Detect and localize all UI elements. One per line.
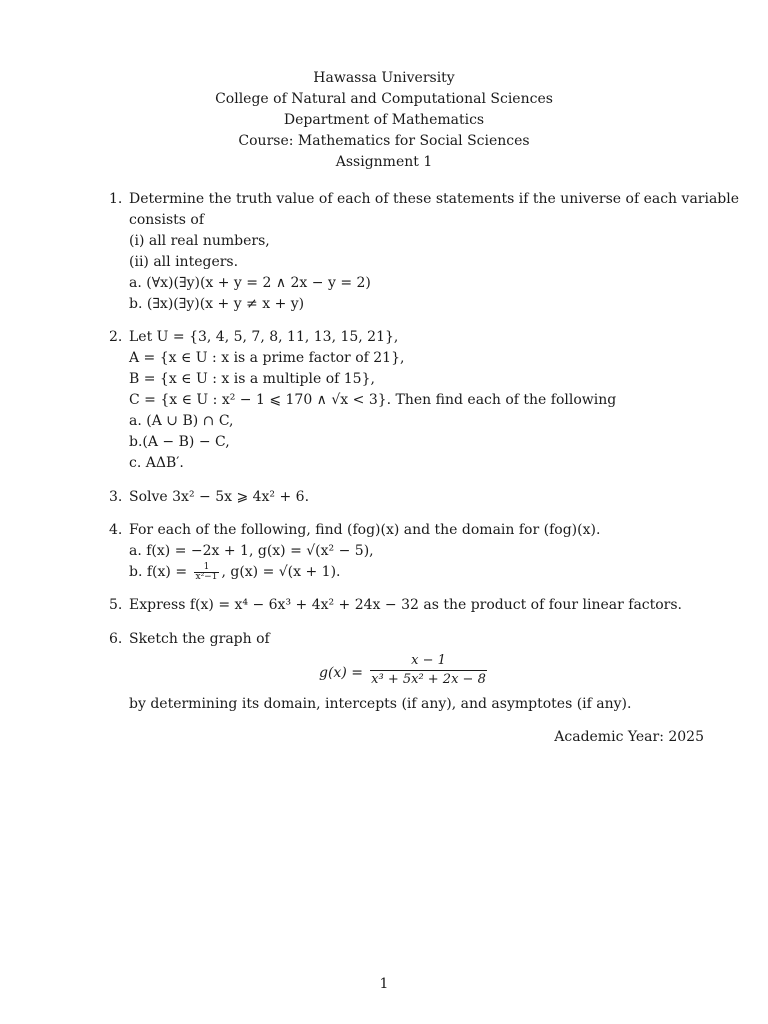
- question-part-c: c. AΔB′.: [129, 455, 184, 471]
- question-part-a: a. (∀x)(∃y)(x + y = 2 ∧ 2x − y = 2): [129, 275, 371, 291]
- department-name: Department of Mathematics: [283, 112, 485, 128]
- question-number: 6.: [109, 631, 123, 647]
- question-body: [129, 327, 694, 474]
- question-body: [129, 595, 694, 616]
- question-body: [129, 487, 694, 508]
- academic-year: Academic Year: 2025: [554, 729, 704, 745]
- question-line: For each of the following, find (fog)(x) and the domain for (fog)(x).: [129, 522, 601, 538]
- university-name: Hawassa University: [313, 70, 455, 86]
- question-line: Express f(x) = x⁴ − 6x³ + 4x² + 24x − 32 as the product of four linear factors.: [129, 597, 683, 613]
- part-b-suffix: , g(x) = √(x + 1).: [221, 564, 341, 580]
- question-part-b: b. (∃x)(∃y)(x + y ≠ x + y): [129, 296, 305, 312]
- page-number: 1: [379, 976, 389, 992]
- question-line: Solve 3x² − 5x ⩾ 4x² + 6.: [129, 489, 310, 505]
- course-title: Course: Mathematics for Social Sciences: [238, 133, 530, 149]
- question-number: 5.: [109, 597, 123, 613]
- question-body: [129, 520, 694, 583]
- question-line: A = {x ∈ U : x is a prime factor of 21},: [129, 350, 405, 366]
- question-line: (i) all real numbers,: [129, 233, 270, 249]
- question-line: Determine the truth value of each of these statements if the universe of each variable: [129, 191, 740, 207]
- part-b-prefix: b. f(x) =: [129, 564, 188, 580]
- display-equation: [129, 650, 694, 694]
- question-part-b: b.(A − B) − C,: [129, 434, 230, 450]
- fraction: [194, 563, 220, 582]
- rational-function: [370, 652, 487, 689]
- fraction-numerator: 1: [194, 563, 220, 573]
- question-part-a: a. (A ∪ B) ∩ C,: [129, 413, 234, 429]
- question-line: Let U = {3, 4, 5, 7, 8, 11, 13, 15, 21},: [129, 329, 399, 345]
- question-part-b: [129, 562, 694, 583]
- document-header: [0, 68, 768, 173]
- fraction-denominator: x²−1: [195, 571, 218, 582]
- question-outro: by determining its domain, intercepts (if any), and asymptotes (if any).: [129, 696, 632, 712]
- question-body: [129, 189, 740, 315]
- fraction-denominator: x³ + 5x² + 2x − 8: [371, 672, 486, 687]
- fraction-numerator: x − 1: [370, 652, 487, 671]
- college-name: College of Natural and Computational Sciences: [215, 91, 553, 107]
- question-part-a: a. f(x) = −2x + 1, g(x) = √(x² − 5),: [129, 543, 374, 559]
- question-number: 4.: [109, 522, 123, 538]
- question-number: 3.: [109, 489, 123, 505]
- question-intro: Sketch the graph of: [129, 631, 270, 647]
- question-line: consists of: [129, 212, 205, 228]
- question-number: 2.: [109, 329, 123, 345]
- question-line: B = {x ∈ U : x is a multiple of 15},: [129, 371, 375, 387]
- equation-lhs: g(x) =: [319, 665, 363, 681]
- question-line: C = {x ∈ U : x² − 1 ⩽ 170 ∧ √x < 3}. Then find each of the following: [129, 392, 617, 408]
- assignment-title: Assignment 1: [335, 154, 433, 170]
- question-body: [129, 629, 694, 715]
- question-number: 1.: [109, 191, 123, 207]
- question-line: (ii) all integers.: [129, 254, 239, 270]
